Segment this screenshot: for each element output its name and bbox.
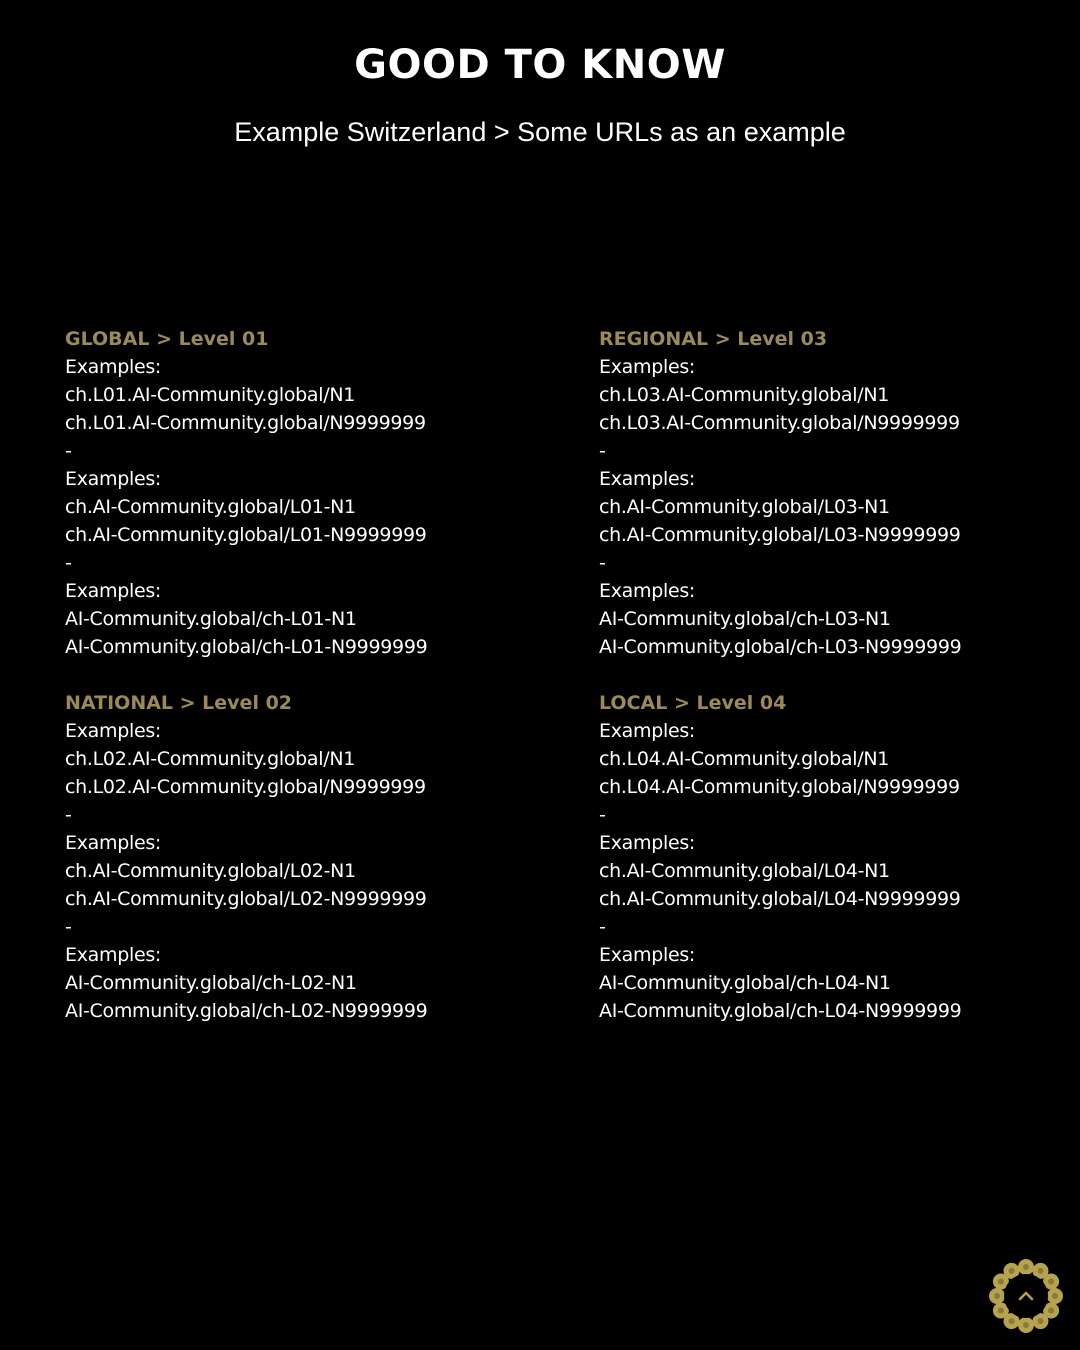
chevron-up-icon bbox=[988, 1258, 1064, 1334]
example-list bbox=[65, 353, 535, 661]
separator-line: - bbox=[65, 552, 72, 574]
separator-line: - bbox=[65, 916, 72, 938]
separator-line: - bbox=[599, 804, 606, 826]
example-url: ch.L03.AI-Community.global/N1 bbox=[599, 384, 890, 406]
examples-label: Examples: bbox=[65, 580, 162, 602]
separator-line: - bbox=[599, 916, 606, 938]
examples-label: Examples: bbox=[599, 356, 696, 378]
examples-label: Examples: bbox=[599, 832, 696, 854]
example-url: ch.L02.AI-Community.global/N1 bbox=[65, 748, 356, 770]
examples-label: Examples: bbox=[599, 468, 696, 490]
example-url: AI-Community.global/ch-L01-N9999999 bbox=[65, 636, 428, 658]
separator-line: - bbox=[65, 440, 72, 462]
example-url: ch.AI-Community.global/L03-N9999999 bbox=[599, 524, 961, 546]
examples-label: Examples: bbox=[65, 720, 162, 742]
example-url: ch.L02.AI-Community.global/N9999999 bbox=[65, 776, 426, 798]
separator-line: - bbox=[599, 440, 606, 462]
example-url: ch.AI-Community.global/L02-N9999999 bbox=[65, 888, 427, 910]
level-heading: LOCAL > Level 04 bbox=[599, 692, 787, 714]
example-url: AI-Community.global/ch-L02-N9999999 bbox=[65, 1000, 428, 1022]
separator-line: - bbox=[599, 552, 606, 574]
separator-line: - bbox=[65, 804, 72, 826]
example-url: AI-Community.global/ch-L01-N1 bbox=[65, 608, 357, 630]
scroll-to-top-button[interactable] bbox=[988, 1258, 1064, 1334]
example-url: ch.L04.AI-Community.global/N9999999 bbox=[599, 776, 960, 798]
example-url: ch.AI-Community.global/L03-N1 bbox=[599, 496, 890, 518]
level-heading: GLOBAL > Level 01 bbox=[65, 328, 269, 350]
examples-label: Examples: bbox=[599, 580, 696, 602]
example-url: ch.L03.AI-Community.global/N9999999 bbox=[599, 412, 960, 434]
level-block-global bbox=[65, 325, 535, 661]
example-url: ch.L01.AI-Community.global/N9999999 bbox=[65, 412, 426, 434]
example-url: AI-Community.global/ch-L03-N1 bbox=[599, 608, 891, 630]
examples-label: Examples: bbox=[599, 944, 696, 966]
example-url: ch.AI-Community.global/L01-N9999999 bbox=[65, 524, 427, 546]
examples-label: Examples: bbox=[65, 468, 162, 490]
example-list bbox=[599, 717, 1069, 1025]
example-url: ch.AI-Community.global/L02-N1 bbox=[65, 860, 356, 882]
examples-label: Examples: bbox=[65, 832, 162, 854]
example-list bbox=[599, 353, 1069, 661]
example-url: AI-Community.global/ch-L02-N1 bbox=[65, 972, 357, 994]
level-heading: REGIONAL > Level 03 bbox=[599, 328, 828, 350]
page-subtitle: Example Switzerland > Some URLs as an example bbox=[234, 117, 846, 147]
example-url: AI-Community.global/ch-L04-N1 bbox=[599, 972, 891, 994]
example-list bbox=[65, 717, 535, 1025]
examples-label: Examples: bbox=[599, 720, 696, 742]
example-url: AI-Community.global/ch-L03-N9999999 bbox=[599, 636, 962, 658]
level-block-regional bbox=[599, 325, 1069, 661]
page-title: GOOD TO KNOW bbox=[354, 42, 726, 88]
example-url: ch.AI-Community.global/L04-N1 bbox=[599, 860, 890, 882]
example-url: AI-Community.global/ch-L04-N9999999 bbox=[599, 1000, 962, 1022]
left-column bbox=[65, 325, 535, 1053]
example-url: ch.L01.AI-Community.global/N1 bbox=[65, 384, 356, 406]
example-url: ch.AI-Community.global/L01-N1 bbox=[65, 496, 356, 518]
level-heading: NATIONAL > Level 02 bbox=[65, 692, 293, 714]
level-block-local bbox=[599, 689, 1069, 1025]
example-url: ch.AI-Community.global/L04-N9999999 bbox=[599, 888, 961, 910]
examples-label: Examples: bbox=[65, 356, 162, 378]
level-block-national bbox=[65, 689, 535, 1025]
example-url: ch.L04.AI-Community.global/N1 bbox=[599, 748, 890, 770]
right-column bbox=[599, 325, 1069, 1053]
examples-label: Examples: bbox=[65, 944, 162, 966]
